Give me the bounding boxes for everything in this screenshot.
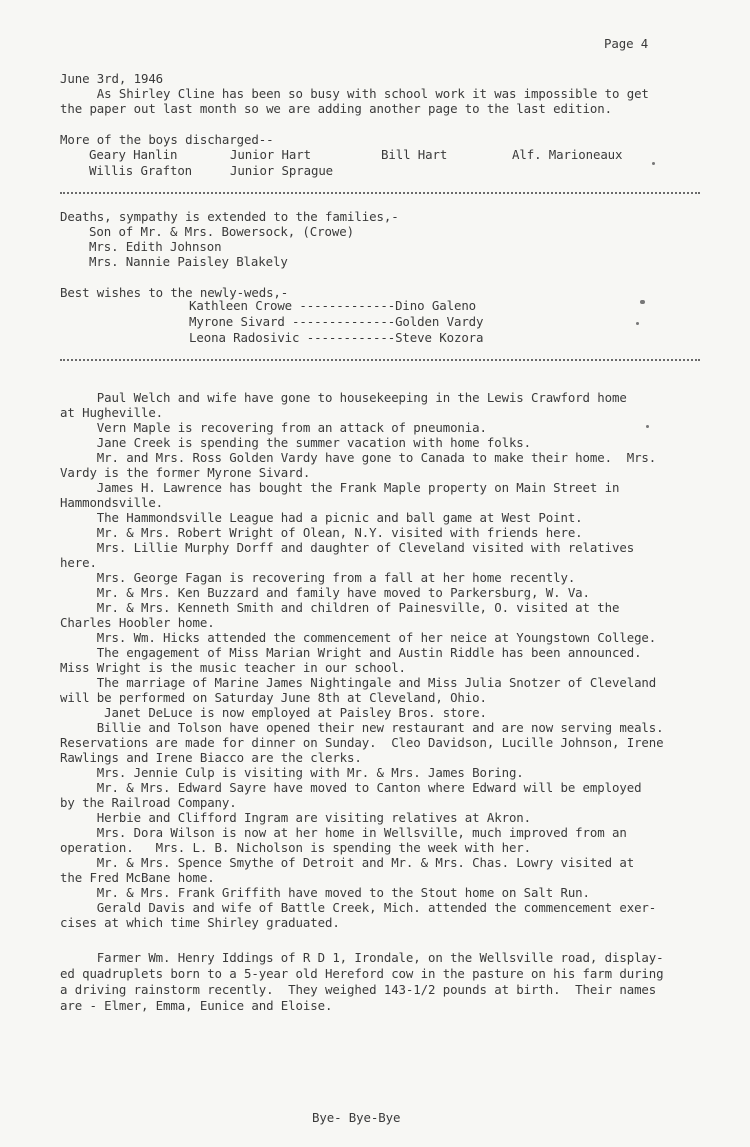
news-line: Gerald Davis and wife of Battle Creek, Mich. attended the commencement exer- xyxy=(60,900,657,915)
news-line: Mr. & Mrs. Frank Griffith have moved to the Stout home on Salt Run. xyxy=(60,885,590,900)
news-line: Vardy is the former Myrone Sivard. xyxy=(60,465,311,480)
news-line: Mrs. Jennie Culp is visiting with Mr. & Mrs. James Boring. xyxy=(60,765,524,780)
news-line: operation. Mrs. L. B. Nicholson is spending the week with her. xyxy=(60,840,532,855)
news-line: Mr. & Mrs. Edward Sayre have moved to Canton where Edward will be employed xyxy=(60,780,642,795)
news-line: Herbie and Clifford Ingram are visiting relatives at Akron. xyxy=(60,810,532,825)
intro-line: As Shirley Cline has been so busy with school work it was impossible to get xyxy=(60,86,649,101)
news-line: Mrs. George Fagan is recovering from a fall at her home recently. xyxy=(60,570,576,585)
intro-line: the paper out last month so we are adding another page to the last edition. xyxy=(60,101,612,116)
news-line: The engagement of Miss Marian Wright and Austin Riddle has been announced. xyxy=(60,645,642,660)
news-line: at Hugheville. xyxy=(60,405,164,420)
discharged-name: Bill Hart xyxy=(381,147,448,162)
scan-speck xyxy=(652,162,655,165)
weds-pair: Leona Radosivic ------------Steve Kozora xyxy=(189,330,484,345)
news-line: Paul Welch and wife have gone to housekeeping in the Lewis Crawford home xyxy=(60,390,627,405)
discharged-name: Junior Sprague xyxy=(230,163,334,178)
news-line: The marriage of Marine James Nightingale and Miss Julia Snotzer of Cleveland xyxy=(60,675,657,690)
issue-date: June 3rd, 1946 xyxy=(60,71,164,86)
news-line: Billie and Tolson have opened their new restaurant and are now serving meals. xyxy=(60,720,664,735)
news-line: here. xyxy=(60,555,97,570)
discharged-name: Willis Grafton xyxy=(89,163,193,178)
scan-speck xyxy=(640,300,645,304)
deaths-name: Mrs. Nannie Paisley Blakely xyxy=(89,254,288,269)
news-line: the Fred McBane home. xyxy=(60,870,215,885)
weds-pair: Myrone Sivard --------------Golden Vardy xyxy=(189,314,484,329)
weds-heading: Best wishes to the newly-weds,- xyxy=(60,285,289,300)
discharged-heading: More of the boys discharged-- xyxy=(60,132,274,147)
weds-pair: Kathleen Crowe -------------Dino Galeno xyxy=(189,298,477,313)
news-line: Rawlings and Irene Biacco are the clerks. xyxy=(60,750,362,765)
farmer-line: are - Elmer, Emma, Eunice and Eloise. xyxy=(60,998,333,1013)
news-line: Mr. & Mrs. Robert Wright of Olean, N.Y. visited with friends here. xyxy=(60,525,583,540)
news-line: Miss Wright is the music teacher in our school. xyxy=(60,660,406,675)
news-line: Mr. & Mrs. Spence Smythe of Detroit and Mr. & Mrs. Chas. Lowry visited at xyxy=(60,855,635,870)
news-line: Mrs. Lillie Murphy Dorff and daughter of Cleveland visited with relatives xyxy=(60,540,635,555)
closing-text: Bye- Bye-Bye xyxy=(312,1110,401,1125)
news-line: Vern Maple is recovering from an attack of pneumonia. xyxy=(60,420,487,435)
star-divider xyxy=(60,192,700,198)
news-line: by the Railroad Company. xyxy=(60,795,237,810)
news-line: cises at which time Shirley graduated. xyxy=(60,915,340,930)
news-line: Mr. & Mrs. Ken Buzzard and family have moved to Parkersburg, W. Va. xyxy=(60,585,590,600)
news-line: Mr. and Mrs. Ross Golden Vardy have gone to Canada to make their home. Mrs. xyxy=(60,450,657,465)
deaths-heading: Deaths, sympathy is extended to the families,- xyxy=(60,209,399,224)
news-line: Jane Creek is spending the summer vacation with home folks. xyxy=(60,435,532,450)
scan-speck xyxy=(646,425,649,428)
news-line: Mrs. Wm. Hicks attended the commencement of her neice at Youngstown College. xyxy=(60,630,657,645)
news-line: James H. Lawrence has bought the Frank Maple property on Main Street in xyxy=(60,480,620,495)
star-divider xyxy=(60,359,700,365)
farmer-line: ed quadruplets born to a 5-year old Hereford cow in the pasture on his farm during xyxy=(60,966,664,981)
farmer-line: a driving rainstorm recently. They weighed 143-1/2 pounds at birth. Their names xyxy=(60,982,657,997)
discharged-name: Geary Hanlin xyxy=(89,147,178,162)
farmer-line: Farmer Wm. Henry Iddings of R D 1, Irondale, on the Wellsville road, display- xyxy=(60,950,664,965)
news-line: Janet DeLuce is now employed at Paisley Bros. store. xyxy=(60,705,487,720)
discharged-name: Junior Hart xyxy=(230,147,311,162)
scan-speck xyxy=(636,322,639,325)
deaths-name: Mrs. Edith Johnson xyxy=(89,239,222,254)
news-line: Charles Hoobler home. xyxy=(60,615,215,630)
news-line: Reservations are made for dinner on Sunday. Cleo Davidson, Lucille Johnson, Irene xyxy=(60,735,664,750)
news-line: Mr. & Mrs. Kenneth Smith and children of Painesville, O. visited at the xyxy=(60,600,620,615)
discharged-name: Alf. Marioneaux xyxy=(512,147,623,162)
news-line: Hammondsville. xyxy=(60,495,164,510)
news-line: The Hammondsville League had a picnic and ball game at West Point. xyxy=(60,510,583,525)
page-number: Page 4 xyxy=(604,36,649,51)
news-line: Mrs. Dora Wilson is now at her home in Wellsville, much improved from an xyxy=(60,825,627,840)
deaths-name: Son of Mr. & Mrs. Bowersock, (Crowe) xyxy=(89,224,354,239)
news-line: will be performed on Saturday June 8th at Cleveland, Ohio. xyxy=(60,690,487,705)
